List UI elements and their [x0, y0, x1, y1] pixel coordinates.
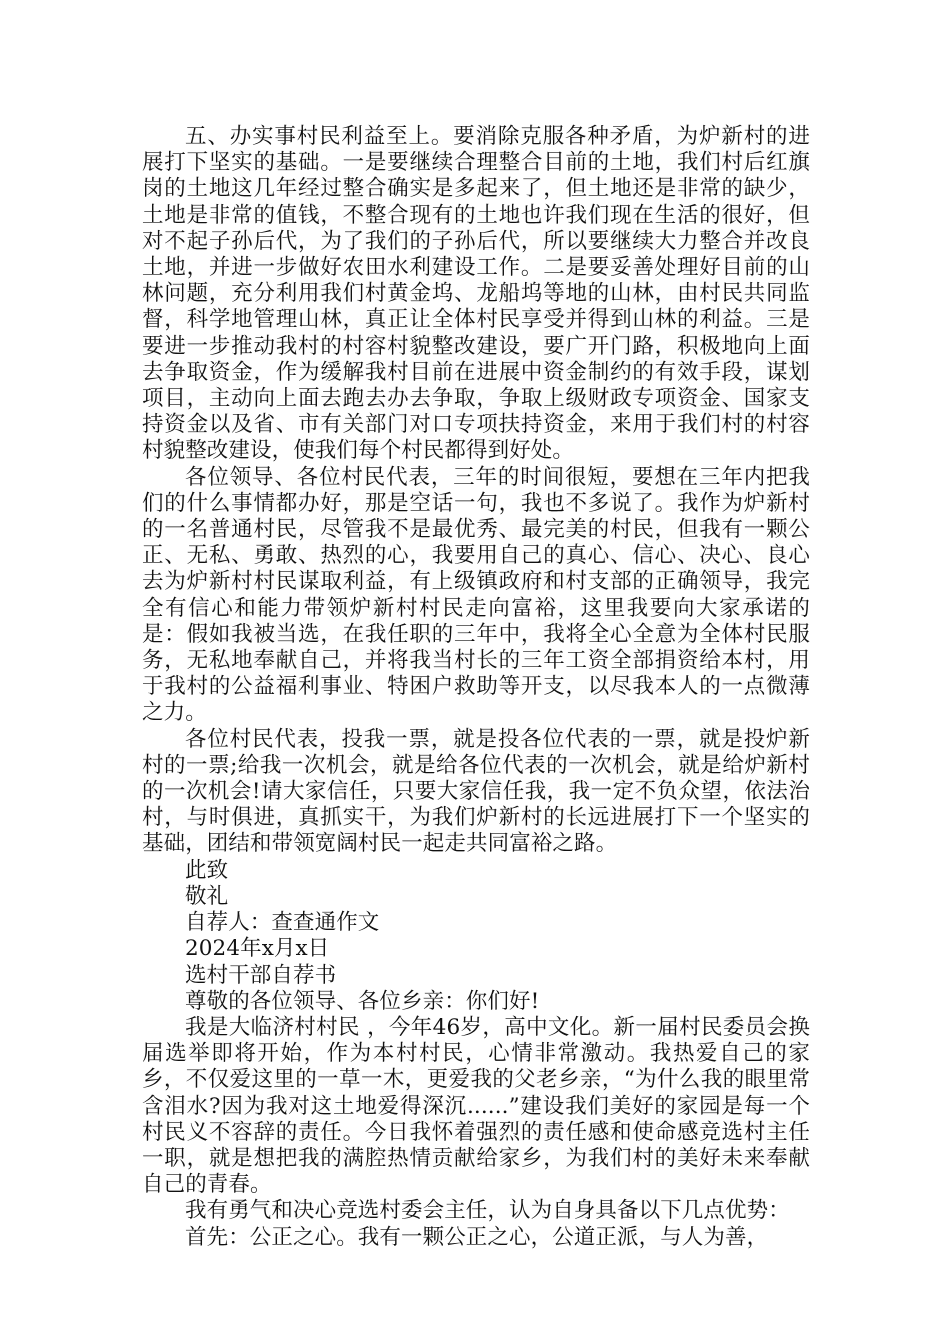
paragraph-pledge: 各位领导、各位村民代表，三年的时间很短，要想在三年内把我们的什么事情都办好，那是空话一句，我也不多说了。我作为炉新村的一名普通村民，尽管我不是最优秀、最完美的村民，但我有一颗公正、无私、勇敢、热烈的心，我要用自己的真心、信心、决心、良心去为炉新村村民谋取利益，有上级镇政府和村支部的正确领导，我完全有信心和能力带领炉新村村民走向富裕，这里我要向大家承诺的是：假如我被当选，在我任职的三年中，我将全心全意为全体村民服务，无私地奉献自己，并将我当村长的三年工资全部捐资给本村，用于我村的公益福利事业、特困户救助等开支，以尽我本人的一点微薄之力。 — [142, 464, 810, 726]
paragraph-introduction: 我是大临济村村民 ，今年46岁，高中文化。新一届村民委员会换届选举即将开始，作为本村村民，心情非常激动。我热爱自己的家乡，不仅爱这里的一草一木，更爱我的父老乡亲，“为什么我的眼里常含泪水?因为我对这土地爱得深沉......”建设我们美好的家园是每一个村民义不容辞的责任。今日我怀着强烈的责任感和使命感竞选村主任一职，就是想把我的满腔热情贡献给家乡，为我们村的美好未来奉献自己的青春。 — [142, 1014, 810, 1198]
paragraph-first-advantage: 首先：公正之心。我有一颗公正之心，公道正派，与人为善， — [185, 1224, 769, 1250]
closing-regards: 敬礼 — [185, 883, 229, 909]
date-line: 2024年x月x日 — [185, 936, 330, 962]
paragraph-task-five: 五、办实事村民利益至上。要消除克服各种矛盾，为炉新村的进展打下坚实的基础。一是要继续合理整合目前的土地，我们村后红旗岗的土地这几年经过整合确实是多起来了，但土地还是非常的缺少，土地是非常的值钱，不整合现有的土地也许我们现在生活的很好，但对不起子孙后代，为了我们的子孙后代，所以要继续大力整合并改良土地，并进一步做好农田水利建设工作。二是要妥善处理好目前的山林问题，充分利用我们村黄金坞、龙船坞等地的山林，由村民共同监督，科学地管理山林，真正让全体村民享受并得到山林的利益。三是要进一步推动我村的村容村貌整改建设，要广开门路，积极地向上面去争取资金，作为缓解我村目前在进展中资金制约的有效手段，谋划项目，主动向上面去跑去办去争取，争取上级财政专项资金、国家支持资金以及省、市有关部门对口专项扶持资金，来用于我们村的村容村貌整改建设，使我们每个村民都得到好处。 — [142, 124, 810, 464]
closing-salutation: 此致 — [185, 857, 229, 883]
greeting-line: 尊敬的各位领导、各位乡亲：你们好! — [185, 988, 540, 1014]
signature-line: 自荐人：查查通作文 — [185, 910, 380, 936]
paragraph-vote-appeal: 各位村民代表，投我一票，就是投各位代表的一票，就是投炉新村的一票;给我一次机会，就是给各位代表的一次机会，就是给炉新村的一次机会!请大家信任，只要大家信任我，我一定不负众望，依法治村，与时俱进，真抓实干，为我们炉新村的长远进展打下一个坚实的基础，团结和带领宽阔村民一起走共同富裕之路。 — [142, 726, 810, 857]
paragraph-advantages-intro: 我有勇气和决心竞选村委会主任，认为自身具备以下几点优势： — [185, 1198, 790, 1224]
section-title: 选村干部自荐书 — [185, 962, 337, 988]
